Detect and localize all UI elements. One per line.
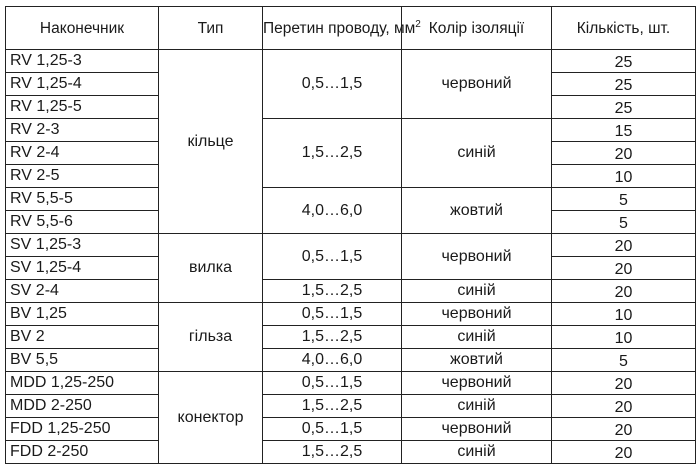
qty-cell: 15 [552,119,696,142]
tip-cell: RV 1,25-5 [6,96,159,119]
table-row [6,303,696,326]
type-cell-sleeve: гільза [159,303,263,372]
qty-cell: 20 [552,142,696,165]
qty-cell: 20 [552,280,696,303]
table-row [6,280,696,303]
table-row [6,188,696,211]
tip-cell: SV 1,25-4 [6,257,159,280]
section-cell: 4,0…6,0 [263,349,402,372]
section-cell: 0,5…1,5 [263,372,402,395]
color-cell: червоний [402,234,552,280]
color-cell: червоний [402,50,552,119]
qty-cell: 20 [552,395,696,418]
section-cell: 4,0…6,0 [263,188,402,234]
header-color: Колір ізоляції [402,7,552,50]
tip-cell: MDD 1,25-250 [6,372,159,395]
section-cell: 0,5…1,5 [263,418,402,441]
section-cell: 1,5…2,5 [263,395,402,418]
tip-cell: RV 5,5-5 [6,188,159,211]
color-cell: синій [402,395,552,418]
table-row [6,372,696,395]
section-cell: 0,5…1,5 [263,234,402,280]
tip-cell: RV 5,5-6 [6,211,159,234]
table-row [6,441,696,464]
section-cell: 0,5…1,5 [263,50,402,119]
section-cell: 0,5…1,5 [263,303,402,326]
qty-cell: 20 [552,441,696,464]
tip-cell: RV 1,25-3 [6,50,159,73]
qty-cell: 10 [552,165,696,188]
header-row [6,7,696,50]
color-cell: синій [402,280,552,303]
qty-cell: 5 [552,188,696,211]
tip-cell: RV 2-3 [6,119,159,142]
qty-cell: 5 [552,211,696,234]
tip-cell: BV 5,5 [6,349,159,372]
qty-cell: 20 [552,257,696,280]
qty-cell: 20 [552,234,696,257]
tip-cell: SV 1,25-3 [6,234,159,257]
section-cell: 1,5…2,5 [263,441,402,464]
header-qty: Кількість, шт. [552,7,696,50]
tip-cell: RV 2-5 [6,165,159,188]
table-row [6,418,696,441]
qty-cell: 20 [552,372,696,395]
tip-cell: MDD 2-250 [6,395,159,418]
header-section-sup: 2 [415,18,421,30]
tip-cell: BV 2 [6,326,159,349]
tip-cell: FDD 1,25-250 [6,418,159,441]
tip-cell: SV 2-4 [6,280,159,303]
color-cell: синій [402,441,552,464]
table-row [6,234,696,257]
qty-cell: 25 [552,50,696,73]
tip-cell: RV 2-4 [6,142,159,165]
section-cell: 1,5…2,5 [263,326,402,349]
header-type: Тип [159,7,263,50]
type-cell-ring: кільце [159,50,263,234]
table-row [6,119,696,142]
header-section-label: Перетин проводу, мм [263,19,416,37]
qty-cell: 10 [552,326,696,349]
terminals-table [5,6,696,464]
table-row [6,326,696,349]
color-cell: жовтий [402,349,552,372]
section-cell: 1,5…2,5 [263,119,402,188]
color-cell: жовтий [402,188,552,234]
color-cell: червоний [402,418,552,441]
qty-cell: 20 [552,418,696,441]
color-cell: синій [402,326,552,349]
type-cell-connector: конектор [159,372,263,464]
table-row [6,395,696,418]
qty-cell: 5 [552,349,696,372]
header-section [263,7,421,50]
color-cell: червоний [402,303,552,326]
qty-cell: 25 [552,96,696,119]
table-row [6,50,696,73]
header-tip: Наконечник [6,7,159,50]
qty-cell: 10 [552,303,696,326]
tip-cell: BV 1,25 [6,303,159,326]
color-cell: синій [402,119,552,188]
tip-cell: FDD 2-250 [6,441,159,464]
type-cell-fork: вилка [159,234,263,303]
qty-cell: 25 [552,73,696,96]
color-cell: червоний [402,372,552,395]
table-row [6,349,696,372]
tip-cell: RV 1,25-4 [6,73,159,96]
section-cell: 1,5…2,5 [263,280,402,303]
